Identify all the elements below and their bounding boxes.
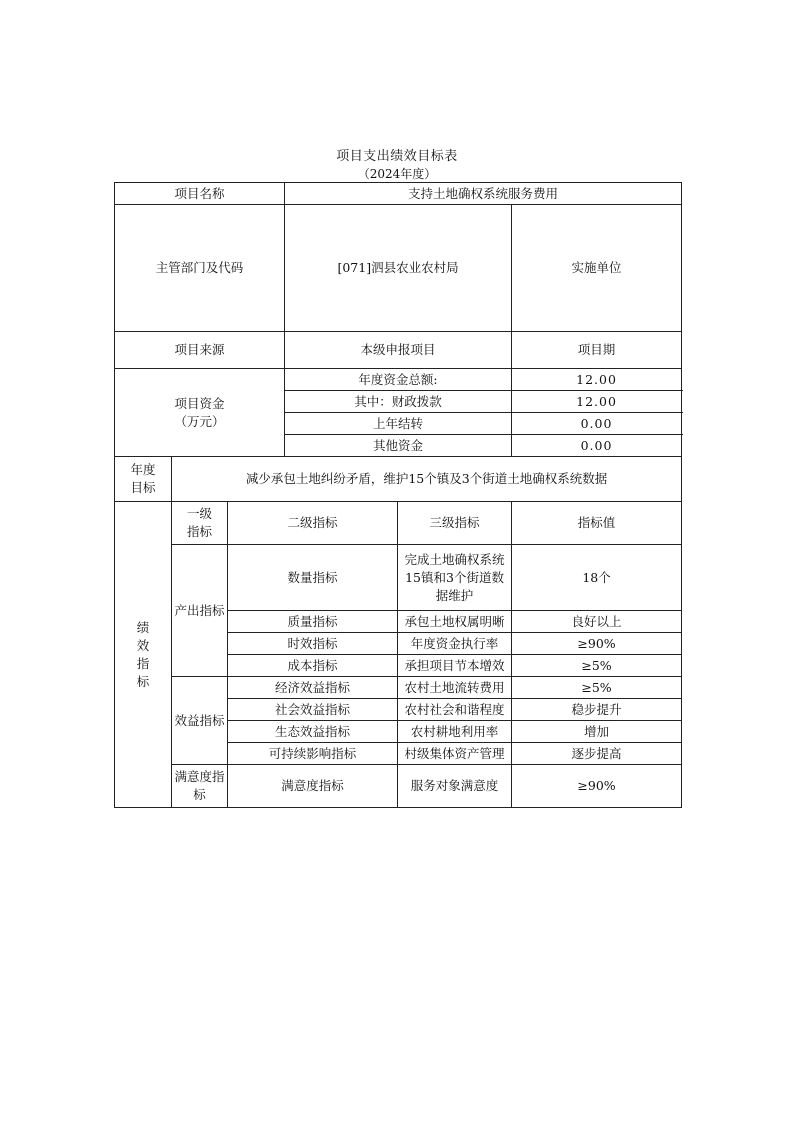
header-level1-line1: 一级 — [186, 506, 212, 521]
page-subtitle-year: （2024年度） — [357, 167, 437, 181]
row-benefit-economic — [115, 677, 682, 699]
funds-total-label: 年度资金总额: — [285, 369, 512, 391]
ecological-level2: 生态效益指标 — [228, 721, 398, 743]
cost-level3: 承担项目节本增效 — [398, 655, 512, 677]
project-name-label: 项目名称 — [115, 183, 285, 205]
ecological-value: 增加 — [512, 721, 682, 743]
header-level3: 三级指标 — [398, 502, 512, 545]
period-label: 项目期 — [512, 332, 682, 369]
funds-other-value: 0.00 — [512, 435, 682, 457]
timeliness-value: ≥90% — [512, 633, 682, 655]
row-annual-goal — [115, 457, 682, 502]
quality-value: 良好以上 — [512, 611, 682, 633]
ecological-level3: 农村耕地利用率 — [398, 721, 512, 743]
timeliness-level3: 年度资金执行率 — [398, 633, 512, 655]
performance-side-char: 效 — [136, 637, 150, 653]
row-performance-header — [115, 502, 682, 545]
performance-side-char: 绩 — [136, 619, 150, 635]
sustainable-value: 逐步提高 — [512, 743, 682, 765]
annual-goal-label — [115, 457, 172, 502]
funds-label-line1: 项目资金 — [174, 395, 225, 411]
economic-level2: 经济效益指标 — [228, 677, 398, 699]
annual-goal-label-line2: 目标 — [130, 480, 156, 495]
header-level1-line2: 指标 — [186, 524, 212, 539]
funds-carryover-value: 0.00 — [512, 413, 682, 435]
funds-label-line2: （万元） — [174, 413, 225, 429]
benefit-indicator-label: 效益指标 — [172, 677, 228, 765]
funds-label — [115, 369, 285, 457]
annual-goal-value: 减少承包土地纠纷矛盾，维护15个镇及3个街道土地确权系统数据 — [172, 457, 682, 502]
project-name-value: 支持土地确权系统服务费用 — [285, 183, 682, 205]
source-label: 项目来源 — [115, 332, 285, 369]
quantity-level3-line: 据维护 — [435, 587, 474, 603]
performance-side-label — [115, 502, 172, 808]
output-indicator-label: 产出指标 — [172, 545, 228, 677]
funds-fiscal-value: 12.00 — [512, 391, 682, 413]
performance-side-char: 标 — [136, 673, 150, 689]
cost-level2: 成本指标 — [228, 655, 398, 677]
sustainable-level2: 可持续影响指标 — [228, 743, 398, 765]
funds-total-value: 12.00 — [512, 369, 682, 391]
department-label: 主管部门及代码 — [115, 205, 285, 332]
quality-level2: 质量指标 — [228, 611, 398, 633]
satisfaction-indicator-label — [172, 765, 228, 808]
timeliness-level2: 时效指标 — [228, 633, 398, 655]
performance-goal-table — [114, 182, 682, 808]
row-department — [115, 205, 682, 332]
header-value: 指标值 — [512, 502, 682, 545]
quantity-level3-line: 15镇和3个街道数 — [405, 569, 504, 585]
funds-fiscal-label: 其中：财政拨款 — [285, 391, 512, 413]
cost-value: ≥5% — [512, 655, 682, 677]
quantity-level2: 数量指标 — [228, 545, 398, 611]
row-project-name — [115, 183, 682, 205]
quality-level3: 承包土地权属明晰 — [398, 611, 512, 633]
page-title: 项目支出绩效目标表 — [336, 149, 458, 164]
satisfaction-label-line2: 标 — [193, 787, 206, 802]
quantity-value: 18个 — [512, 545, 682, 611]
source-value: 本级申报项目 — [285, 332, 512, 369]
economic-level3: 农村土地流转费用 — [398, 677, 512, 699]
economic-value: ≥5% — [512, 677, 682, 699]
social-level3: 农村社会和谐程度 — [398, 699, 512, 721]
quantity-level3-line: 完成土地确权系统 — [404, 551, 505, 567]
header-level1 — [172, 502, 228, 545]
row-source — [115, 332, 682, 369]
performance-side-char: 指 — [136, 655, 150, 671]
funds-other-label: 其他资金 — [285, 435, 512, 457]
annual-goal-label-line1: 年度 — [130, 462, 156, 477]
satisfaction-level2: 满意度指标 — [228, 765, 398, 808]
satisfaction-value: ≥90% — [512, 765, 682, 808]
satisfaction-label-line1: 满意度指 — [174, 769, 225, 784]
quantity-level3 — [398, 545, 512, 611]
sustainable-level3: 村级集体资产管理 — [398, 743, 512, 765]
row-funds-total — [115, 369, 682, 391]
row-satisfaction — [115, 765, 682, 808]
social-level2: 社会效益指标 — [228, 699, 398, 721]
funds-carryover-label: 上年结转 — [285, 413, 512, 435]
satisfaction-level3: 服务对象满意度 — [398, 765, 512, 808]
header-level2: 二级指标 — [228, 502, 398, 545]
impl-unit-label: 实施单位 — [512, 205, 682, 332]
row-output-quantity — [115, 545, 682, 611]
social-value: 稳步提升 — [512, 699, 682, 721]
department-value: [071]泗县农业农村局 — [285, 205, 512, 332]
